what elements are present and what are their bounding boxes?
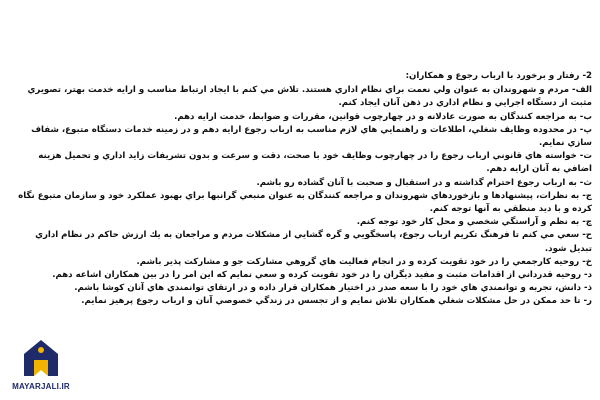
paragraph-pe: پ- در محدوده وظايف شغلي، اطلاعات و راهنمايي هاي لازم مناسب به ارباب رجوع ارايه دهم و در زمينه خدمات دستگاه متبوع، شفاف سازي نمايم. (31, 124, 592, 149)
paragraph-te: ت- خواسته هاي قانوني ارباب رجوع را در چهارچوب وظايف خود با صحت، دقت و سرعت و بدون تشريفات زايد اداري و تحميل هزينه اضافي به آنان ارايه دهم. (38, 151, 592, 175)
logo-mark-icon (18, 336, 64, 380)
paragraph-dal: د- روحيه قدرداني از اقدامات مثبت و مفيد ديگران را در خود تقويت كرده و سعي نمايم كه اين امر را در بين همكاران اشاعه دهم. (52, 270, 592, 281)
paragraph-se: ث- به ارباب رجوع احترام گذاشته و در استقبال و صحبت با آنان گشاده رو باشم. (256, 177, 592, 188)
paragraph-che: چ- به نظم و آراستگي شخصي و محل كار خود توجه كنم. (356, 217, 592, 228)
paragraph-re: ر- تا حد ممكن در حل مشكلات شغلي همكاران تلاش نمايم و از تجسس در زندگي خصوصي آنان و ارباب رجوع پرهيز نمايم. (81, 296, 592, 307)
paragraph-alef: الف- مردم و شهروندان به عنوان ولي نعمت براي نظام اداري هستند. تلاش مي كنم با ايجاد ارتباط مناسب و ارايه خدمت بهتر، تصويري مثبت از دستگاه اجرايي و نظام اداري در ذهن آنان ايجاد كنم. (27, 85, 592, 109)
paragraph-jim: ج- به نظرات، پيشنهادها و بازخوردهاي شهروندان و مراجعه كنندگان به عنوان منبعي گرانبها براي بهبود عملكرد خود و سازمان متبوع نگاه كرده و با ديد منطقي به آنها توجه كنم. (18, 190, 592, 215)
paragraph-khe: خ- روحيه كارجمعي را در خود تقويت كرده و در انجام فعاليت هاي گروهي مشاركت جو و مشاركت پذير باشم. (136, 256, 592, 267)
paragraph-he: ح- سعي مي كنم تا فرهنگ تكريم ارباب رجوع، پاسخگويي و گره گشايي از مشكلات مردم و مراجعان به يك ارزش حاكم در نظام اداري تبديل شود. (35, 230, 592, 254)
logo-text: MAYARJALI.IR (12, 382, 70, 391)
document-body (10, 70, 592, 309)
paragraph-be: ب- به مراجعه كنندگان به صورت عادلانه و در چهارچوب قوانين، مقررات و ضوابط، خدمت ارايه دهم. (174, 111, 592, 122)
section-heading: 2- رفتار و برخورد با ارباب رجوع و همکاران: (405, 71, 592, 81)
paragraph-zal: ذ- دانش، تجربه و توانمندي هاي خود را با سعه صدر در اختيار همكاران قرار داده و در ارتقاي توانمندي هاي آنان كوشا باشم. (74, 283, 592, 294)
site-logo[interactable] (10, 336, 72, 394)
